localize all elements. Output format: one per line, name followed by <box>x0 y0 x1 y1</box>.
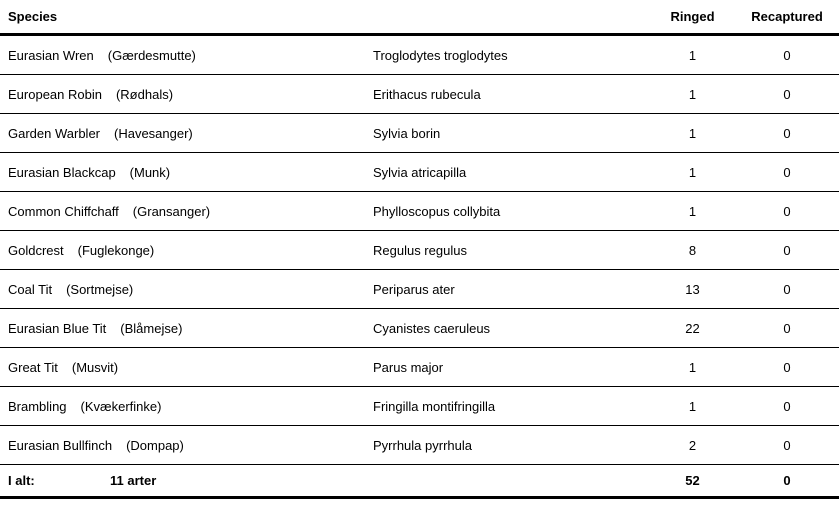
scientific-name-cell <box>365 35 650 75</box>
scientific-name: Troglodytes troglodytes <box>373 47 508 63</box>
common-name: Eurasian Blue Tit <box>8 320 107 336</box>
ringed-count: 1 <box>688 125 697 141</box>
recaptured-count-cell <box>735 75 839 114</box>
ringed-count: 1 <box>688 203 697 219</box>
table-row <box>0 35 839 75</box>
ringed-count: 1 <box>688 164 697 180</box>
ringed-count: 2 <box>688 437 697 453</box>
danish-name: (Gransanger) <box>132 203 211 219</box>
recaptured-count-cell <box>735 387 839 426</box>
totals-label: I alt: <box>8 473 35 488</box>
ringed-count-cell <box>650 75 735 114</box>
recaptured-count: 0 <box>783 203 791 219</box>
table-row <box>0 75 839 114</box>
ringed-count: 1 <box>688 86 697 102</box>
table-row <box>0 387 839 426</box>
ringed-count: 1 <box>688 47 697 63</box>
table-row <box>0 153 839 192</box>
table-row <box>0 309 839 348</box>
recaptured-count-cell <box>735 270 839 309</box>
scientific-name-cell <box>365 387 650 426</box>
danish-name: (Havesanger) <box>114 125 193 141</box>
scientific-name-cell <box>365 348 650 387</box>
table-row <box>0 231 839 270</box>
danish-name: (Kvækerfinke) <box>80 398 162 414</box>
totals-row <box>0 465 839 498</box>
ringed-count-cell <box>650 426 735 465</box>
scientific-name: Regulus regulus <box>373 242 467 258</box>
scientific-name: Erithacus rubecula <box>373 86 481 102</box>
column-header-recaptured: Recaptured <box>735 0 839 35</box>
recaptured-count-cell <box>735 309 839 348</box>
scientific-name-cell <box>365 114 650 153</box>
common-name: Garden Warbler <box>8 125 100 141</box>
danish-name: (Sortmejse) <box>66 281 134 297</box>
common-name: Coal Tit <box>8 281 53 297</box>
scientific-name: Parus major <box>373 359 444 375</box>
recaptured-count-cell <box>735 153 839 192</box>
table-row <box>0 114 839 153</box>
scientific-name: Pyrrhula pyrrhula <box>373 437 472 453</box>
recaptured-total: 0 <box>735 465 839 498</box>
scientific-name-cell <box>365 426 650 465</box>
table-header <box>0 0 839 35</box>
species-name-cell <box>0 35 365 75</box>
danish-name: (Gærdesmutte) <box>107 47 196 63</box>
ringed-count-cell <box>650 231 735 270</box>
recaptured-count: 0 <box>783 47 791 63</box>
header-row <box>0 0 839 35</box>
recaptured-count: 0 <box>783 86 791 102</box>
recaptured-count: 0 <box>783 437 791 453</box>
table-row <box>0 348 839 387</box>
recaptured-count: 0 <box>783 242 791 258</box>
ringed-count: 13 <box>685 281 700 297</box>
ringed-count-cell <box>650 114 735 153</box>
scientific-name-cell <box>365 153 650 192</box>
recaptured-count-cell <box>735 114 839 153</box>
ringed-count: 1 <box>688 359 697 375</box>
common-name: Great Tit <box>8 359 58 375</box>
recaptured-count: 0 <box>783 359 791 375</box>
danish-name: (Munk) <box>129 164 171 180</box>
recaptured-count-cell <box>735 426 839 465</box>
danish-name: (Dompap) <box>126 437 184 453</box>
scientific-name-cell <box>365 231 650 270</box>
common-name: Eurasian Blackcap <box>8 164 116 180</box>
ringed-count-cell <box>650 270 735 309</box>
species-name-cell <box>0 114 365 153</box>
table-row <box>0 270 839 309</box>
common-name: Common Chiffchaff <box>8 203 119 219</box>
species-name-cell <box>0 426 365 465</box>
common-name: Brambling <box>8 398 67 414</box>
common-name: Eurasian Bullfinch <box>8 437 113 453</box>
scientific-name-cell <box>365 75 650 114</box>
common-name: Goldcrest <box>8 242 64 258</box>
recaptured-count-cell <box>735 192 839 231</box>
common-name: European Robin <box>8 86 102 102</box>
species-name-cell <box>0 309 365 348</box>
table-row <box>0 426 839 465</box>
totals-empty-cell <box>365 465 650 498</box>
scientific-name-cell <box>365 192 650 231</box>
ringed-count: 8 <box>688 242 697 258</box>
scientific-name: Sylvia atricapilla <box>373 164 467 180</box>
column-header-scientific <box>365 0 650 35</box>
species-name-cell <box>0 270 365 309</box>
recaptured-count-cell <box>735 348 839 387</box>
scientific-name: Cyanistes caeruleus <box>373 320 491 336</box>
recaptured-count: 0 <box>783 320 791 336</box>
recaptured-count: 0 <box>783 125 791 141</box>
ringed-count: 22 <box>685 320 700 336</box>
species-name-cell <box>0 348 365 387</box>
ringed-count-cell <box>650 192 735 231</box>
recaptured-count: 0 <box>783 398 791 414</box>
ringed-count-cell <box>650 153 735 192</box>
scientific-name-cell <box>365 270 650 309</box>
species-name-cell <box>0 153 365 192</box>
scientific-name: Phylloscopus collybita <box>373 203 501 219</box>
ringed-count-cell <box>650 35 735 75</box>
table-row <box>0 192 839 231</box>
ringed-count: 1 <box>688 398 697 414</box>
species-name-cell <box>0 192 365 231</box>
scientific-name: Fringilla montifringilla <box>373 398 496 414</box>
recaptured-count: 0 <box>783 281 791 297</box>
danish-name: (Fuglekonge) <box>77 242 155 258</box>
scientific-name: Periparus ater <box>373 281 455 297</box>
species-count: 11 arter <box>110 473 157 488</box>
recaptured-count-cell <box>735 35 839 75</box>
danish-name: (Rødhals) <box>115 86 174 102</box>
danish-name: (Musvit) <box>71 359 119 375</box>
table-body <box>0 35 839 465</box>
ringed-total: 52 <box>650 465 735 498</box>
species-name-cell <box>0 231 365 270</box>
ringed-count-cell <box>650 348 735 387</box>
scientific-name: Sylvia borin <box>373 125 441 141</box>
danish-name: (Blåmejse) <box>120 320 183 336</box>
column-header-ringed: Ringed <box>650 0 735 35</box>
recaptured-count-cell <box>735 231 839 270</box>
recaptured-count: 0 <box>783 164 791 180</box>
ringed-count-cell <box>650 309 735 348</box>
common-name: Eurasian Wren <box>8 47 94 63</box>
totals-label-cell <box>0 465 365 498</box>
species-name-cell <box>0 75 365 114</box>
table-footer <box>0 465 839 498</box>
species-name-cell <box>0 387 365 426</box>
column-header-species: Species <box>0 0 365 35</box>
ringed-count-cell <box>650 387 735 426</box>
scientific-name-cell <box>365 309 650 348</box>
